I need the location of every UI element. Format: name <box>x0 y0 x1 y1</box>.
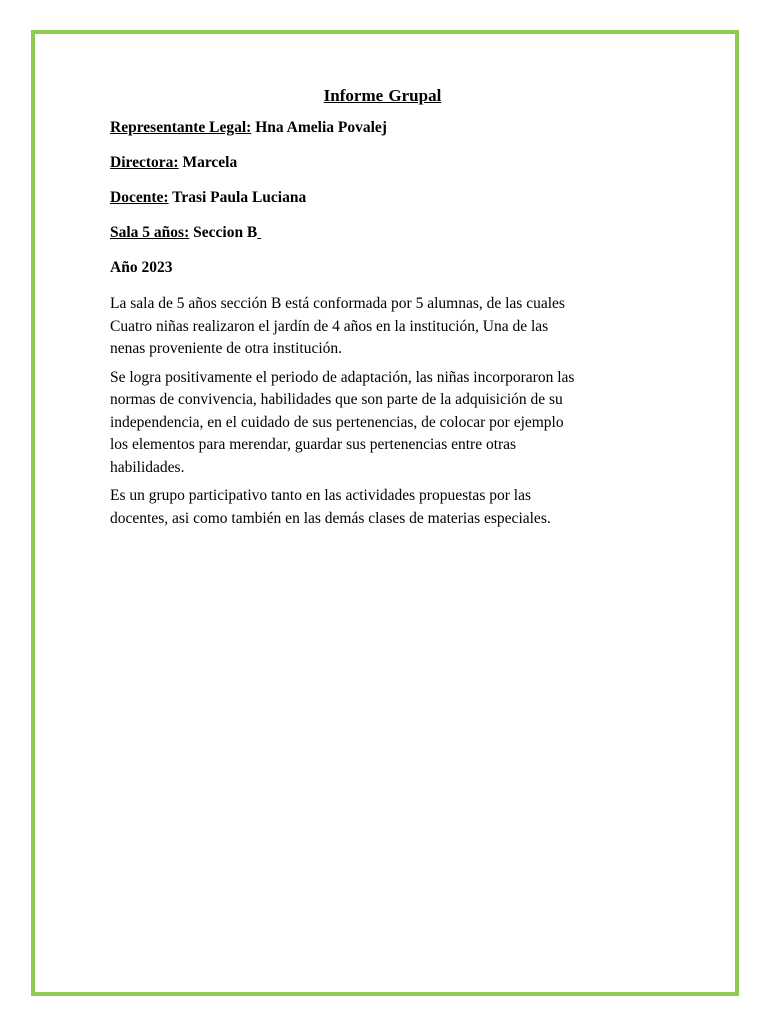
field-label: Sala 5 años: <box>110 224 190 241</box>
paragraph-line: Cuatro niñas realizaron el jardín de 4 años en la institución, Una de las <box>110 317 549 335</box>
field-label: Directora: <box>110 154 179 171</box>
field-value: Marcela <box>182 154 238 171</box>
paragraph-line: nenas proveniente de otra institución. <box>110 340 343 357</box>
paragraph-line: habilidades. <box>110 458 185 476</box>
field-directora <box>110 153 655 173</box>
paragraph-participation <box>110 485 655 530</box>
field-value: Trasi Paula Luciana <box>172 189 307 206</box>
paragraph-line: normas de convivencia, habilidades que son parte de la adquisición de su <box>110 391 563 408</box>
field-trailing-underline <box>257 224 261 241</box>
paragraph-line: Se logra positivamente el periodo de adaptación, las niñas incorporaron las <box>110 368 575 386</box>
field-sala <box>110 223 655 243</box>
field-representante-legal <box>110 118 655 138</box>
document-content <box>110 86 655 536</box>
paragraph-composition <box>110 293 655 361</box>
field-value: Seccion B <box>193 224 258 241</box>
paragraph-line: La sala de 5 años sección B está conformada por 5 alumnas, de las cuales <box>110 295 565 312</box>
field-value: Hna Amelia Povalej <box>255 119 387 136</box>
document-title: Informe Grupal <box>323 86 442 105</box>
paragraph-line: docentes, asi como también en las demás clases de materias especiales. <box>110 509 551 527</box>
field-label: Docente: <box>110 189 169 206</box>
paragraph-adaptation <box>110 367 655 480</box>
field-label: Representante Legal: <box>110 119 252 136</box>
paragraph-line: los elementos para merendar, guardar sus pertenencias entre otras <box>110 436 517 453</box>
field-docente <box>110 188 655 208</box>
paragraph-line: Es un grupo participativo tanto en las actividades propuestas por las <box>110 487 531 504</box>
paragraph-line: independencia, en el cuidado de sus pertenencias, de colocar por ejemplo <box>110 413 564 431</box>
year-line: Año 2023 <box>110 259 173 276</box>
